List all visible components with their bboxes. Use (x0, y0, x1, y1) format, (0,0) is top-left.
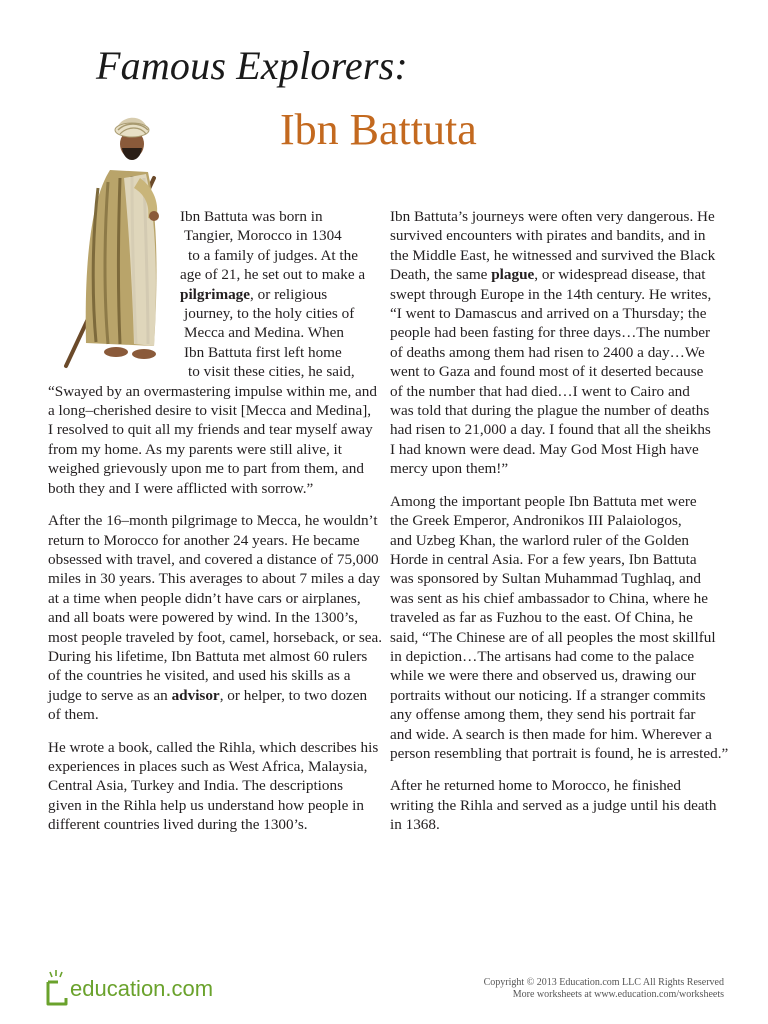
text-line: was told that during the plague the number of deaths (390, 402, 710, 420)
text-line: mercy upon them!” (390, 460, 509, 478)
text-line: in depiction…The artisans had come to the palace (390, 647, 695, 665)
text-fragment: judge to serve as an (48, 686, 172, 704)
paragraph-rihla (48, 738, 380, 835)
paragraph-important-people (390, 492, 729, 764)
text-line: journey, to the holy cities of (184, 305, 355, 323)
title-famous-explorers: Famous Explorers: (96, 43, 408, 88)
text-line: person resembling that portrait is found, he is arrested.” (390, 744, 729, 762)
bold-term-advisor: advisor (171, 686, 220, 704)
text-line: Ibn Battuta’s journeys were often very dangerous. He (390, 208, 715, 225)
text-line: had risen to 21,000 a day. I found that all the sheikhs (390, 421, 711, 439)
copyright-notice (484, 977, 724, 1001)
paragraph-birth (48, 207, 380, 498)
text-line: return to Morocco for another 24 years. He became (48, 531, 360, 549)
paragraph-dangers (390, 207, 722, 479)
logo-suffix: .com (165, 976, 214, 1001)
text-line: of deaths among them had risen to 2400 a day…We (390, 343, 705, 361)
paragraph-return (390, 776, 722, 834)
text-line: survived encounters with pirates and bandits, and in (390, 227, 706, 245)
logo-text (70, 976, 213, 1002)
text-line: the Middle East, he witnessed and survived the Black (390, 246, 716, 264)
text-line: both they and I were afflicted with sorrow.” (48, 479, 314, 497)
text-line: Horde in central Asia. For a few years, Ibn Battuta (390, 550, 697, 568)
text-line: of the countries he visited, and used his skills as a (48, 667, 351, 685)
text-line: said, “The Chinese are of all peoples the most skillful (390, 628, 716, 646)
text-line: to a family of judges. At the (188, 246, 358, 264)
text-line (390, 265, 722, 284)
title-ibn-battuta: Ibn Battuta (280, 105, 477, 154)
text-line: given in the Rihla help us understand how people in (48, 796, 364, 814)
text-line: age of 21, he set out to make a (180, 266, 366, 284)
copyright-line: Copyright © 2013 Education.com LLC All Rights Reserved (483, 977, 724, 988)
text-line: to visit these cities, he said, (188, 363, 355, 381)
text-line: portraits without our noticing. If a stranger commits (390, 686, 706, 704)
text-line: at a time when people didn’t have cars or airplanes, (48, 589, 361, 607)
text-line: “Swayed by an overmastering impulse within me, and (48, 382, 377, 400)
text-line: Among the important people Ibn Battuta met were (390, 492, 697, 510)
text-fragment: , or helper, to two dozen (219, 686, 368, 704)
text-line: “I went to Damascus and arrived on a Thursday; the (390, 305, 707, 323)
logo-word: education (70, 976, 166, 1001)
text-line: and all boats were powered by wind. In the 1300’s, (48, 609, 359, 627)
text-line: Ibn Battuta first left home (184, 343, 342, 361)
text-line: any offense among them, they send his portrait far (390, 706, 696, 724)
text-line: different countries lived during the 1300’s. (48, 816, 308, 834)
text-line: writing the Rihla and served as a judge until his death (390, 796, 717, 814)
text-line: from my home. As my parents were still alive, it (48, 440, 342, 458)
text-line: After the 16–month pilgrimage to Mecca, he wouldn’t (48, 512, 378, 530)
text-fragment: , or religious (250, 285, 328, 303)
text-line: Tangier, Morocco in 1304 (184, 227, 342, 245)
text-line: a long–cherished desire to visit [Mecca and Medina], (48, 402, 372, 420)
column-left (48, 207, 383, 848)
text-line: was sponsored by Sultan Muhammad Tughlaq, and (390, 570, 701, 588)
text-line: traveled as far as Fuzhou to the east. Of China, he (390, 609, 693, 627)
text-line: and wide. A search is then made for him. Wherever a (390, 725, 712, 743)
text-fragment: Death, the same (390, 266, 492, 284)
text-line: swept through Europe in the 14th century. He writes, (390, 285, 712, 303)
text-line: experiences in places such as West Africa, Malaysia, (48, 757, 368, 775)
text-line: He wrote a book, called the Rihla, which describes his (48, 738, 379, 756)
text-line: After he returned home to Morocco, he finished (390, 777, 681, 795)
bold-term-plague: plague (491, 266, 535, 284)
text-line: people had been fasting for three days…The number (390, 324, 711, 342)
more-worksheets-line: More worksheets at www.education.com/worksheets (512, 989, 724, 1000)
text-line: I resolved to quit all my friends and tear myself away (48, 421, 373, 439)
bold-term-pilgrimage: pilgrimage (180, 285, 251, 303)
text-line: Mecca and Medina. When (184, 324, 344, 342)
text-line: went to Gaza and found most of it deserted because (390, 363, 704, 381)
education-com-logo[interactable] (44, 968, 234, 1008)
text-line: most people traveled by foot, camel, horseback, or sea. (48, 628, 383, 646)
text-line: I had known were dead. May God Most High have (390, 440, 699, 458)
text-line: while we were there and observed us, drawing our (390, 667, 696, 685)
paragraph-travels (48, 511, 383, 724)
logo-book-icon (44, 968, 70, 1008)
text-line: in 1368. (390, 816, 440, 834)
text-line: of the number that had died…I went to Cairo and (390, 382, 690, 400)
text-line: During his lifetime, Ibn Battuta met almost 60 rulers (48, 647, 368, 665)
text-line: was sent as his chief ambassador to China, where he (390, 589, 709, 607)
column-right (390, 207, 729, 848)
text-line: miles in 30 years. This averages to about 7 miles a day (48, 570, 381, 588)
text-line: of them. (48, 706, 99, 724)
text-line (180, 285, 380, 304)
text-line: Ibn Battuta was born in (180, 208, 323, 225)
text-line: weighed grievously upon me to part from them, and (48, 460, 364, 478)
text-line (48, 686, 380, 705)
text-line: obsessed with travel, and covered a distance of 75,000 (48, 550, 379, 568)
text-fragment: , or widespread disease, that (534, 266, 706, 284)
text-line: Central Asia, Turkey and India. The descriptions (48, 777, 343, 795)
text-line: and Uzbeg Khan, the warlord ruler of the Golden (390, 531, 690, 549)
text-line: the Greek Emperor, Andronikos III Palaiologos, (390, 512, 682, 530)
